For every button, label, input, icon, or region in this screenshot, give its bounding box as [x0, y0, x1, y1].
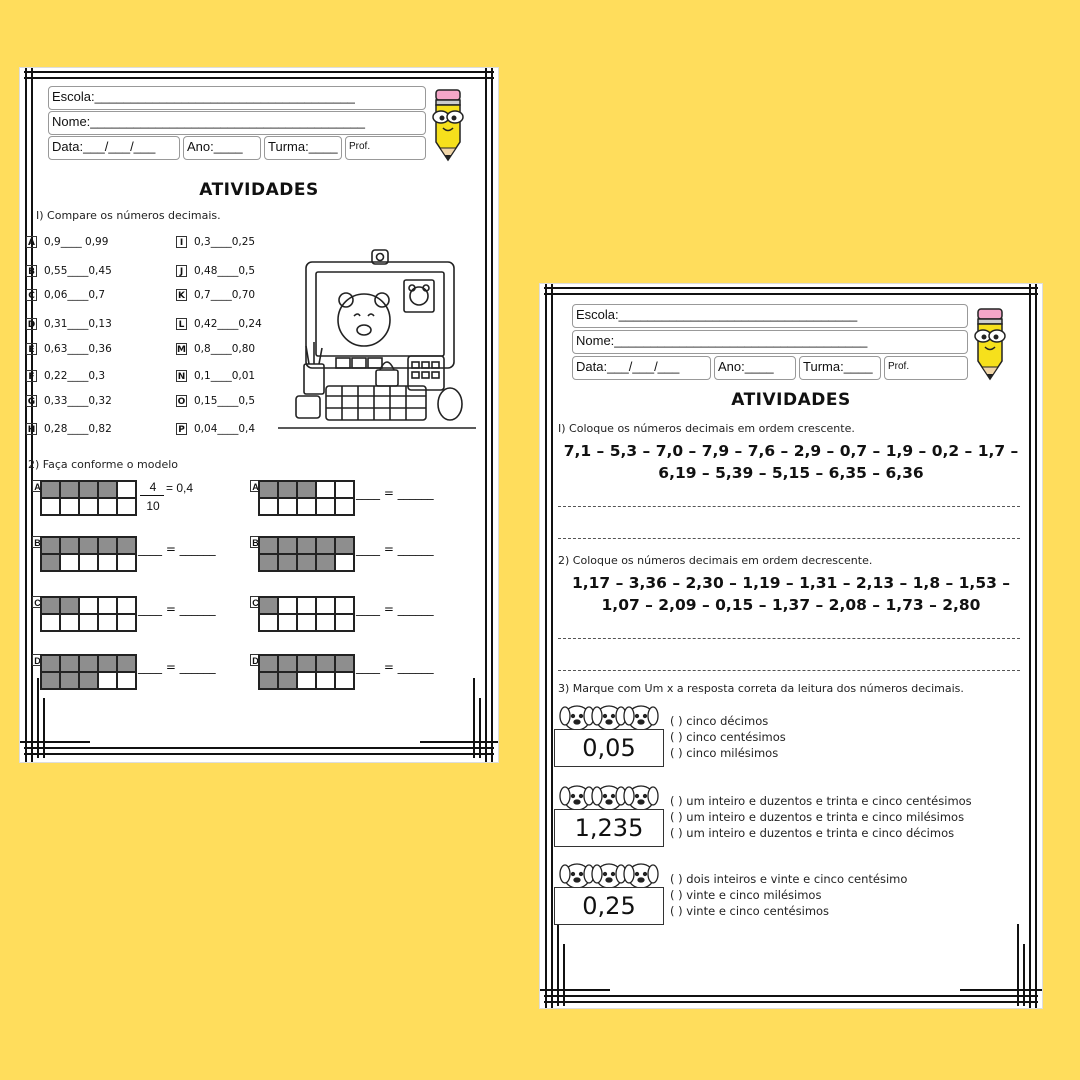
shaded-cell — [297, 481, 316, 498]
compare-item — [26, 289, 105, 301]
tenths-grid — [40, 480, 137, 516]
grid-letter: C — [32, 596, 43, 608]
answer-option[interactable]: ( ) um inteiro e duzentos e trinta e cinco décimos — [670, 825, 955, 840]
compare-item — [26, 265, 112, 277]
answer-blank[interactable]: ____ = ______ — [138, 542, 216, 556]
compare-item — [176, 318, 262, 330]
name-field[interactable] — [48, 111, 426, 135]
grid-letter: B — [250, 536, 261, 548]
empty-cell — [60, 498, 79, 515]
empty-cell — [278, 614, 297, 631]
fraction-bar — [140, 495, 164, 496]
compare-text[interactable]: 0,22____0,3 — [44, 370, 106, 382]
question-2: 2) Faça conforme o modelo — [28, 458, 178, 471]
page-title: ATIVIDADES — [731, 390, 851, 410]
empty-cell — [316, 481, 335, 498]
shaded-cell — [297, 554, 316, 571]
grid-letter: A — [32, 480, 43, 492]
tenths-grid — [258, 596, 355, 632]
empty-cell — [335, 614, 354, 631]
item-letter: J — [176, 265, 187, 277]
answer-option[interactable]: ( ) cinco milésimos — [670, 745, 779, 760]
empty-cell — [79, 614, 98, 631]
descending-sequence-line-1: 1,17 – 3,36 – 2,30 – 1,19 – 1,31 – 2,13 – 1,8 – 1,53 – — [571, 574, 1011, 592]
item-letter: I — [176, 236, 187, 248]
compare-item — [26, 318, 112, 330]
compare-text[interactable]: 0,8____0,80 — [194, 343, 256, 355]
compare-item — [26, 370, 105, 382]
compare-item — [176, 289, 255, 301]
compare-text[interactable]: 0,9____ 0,99 — [44, 236, 109, 248]
shaded-cell — [278, 554, 297, 571]
answer-blank[interactable]: ____ = ______ — [356, 660, 434, 674]
model-result: = 0,4 — [166, 481, 194, 495]
empty-cell — [335, 481, 354, 498]
shaded-cell — [60, 537, 79, 554]
empty-cell — [117, 672, 136, 689]
shaded-cell — [335, 655, 354, 672]
empty-cell — [335, 498, 354, 515]
empty-cell — [278, 498, 297, 515]
worksheet-page-1 — [20, 68, 498, 762]
shaded-cell — [117, 537, 136, 554]
ascending-sequence-line-1: 7,1 – 5,3 – 7,0 – 7,9 – 7,6 – 2,9 – 0,7 – 1,9 – 0,2 – 1,7 – — [563, 442, 1019, 460]
compare-text[interactable]: 0,63____0,36 — [44, 343, 112, 355]
empty-cell — [316, 672, 335, 689]
shaded-cell — [60, 672, 79, 689]
year-field[interactable] — [183, 136, 261, 160]
empty-cell — [297, 597, 316, 614]
shaded-cell — [259, 554, 278, 571]
name-label: Nome:______________________________________ — [52, 114, 366, 129]
answer-line[interactable] — [558, 506, 1020, 507]
empty-cell — [316, 614, 335, 631]
answer-line[interactable] — [558, 538, 1020, 539]
shaded-cell — [41, 672, 60, 689]
model-denominator: 10 — [146, 499, 160, 513]
answer-blank[interactable]: ____ = ______ — [138, 602, 216, 616]
empty-cell — [117, 597, 136, 614]
tenths-grid — [40, 596, 137, 632]
shaded-cell — [278, 481, 297, 498]
puppies-decoration — [554, 702, 662, 732]
year-label: Ano:____ — [187, 139, 243, 154]
compare-item — [26, 395, 112, 407]
empty-cell — [297, 672, 316, 689]
empty-cell — [335, 672, 354, 689]
class-field[interactable] — [264, 136, 342, 160]
empty-cell — [297, 614, 316, 631]
compare-text[interactable]: 0,04____0,4 — [194, 423, 256, 435]
empty-cell — [98, 498, 117, 515]
item-letter: B — [26, 265, 37, 277]
compare-text[interactable]: 0,33____0,32 — [44, 395, 112, 407]
date-field[interactable] — [572, 356, 711, 380]
model-numerator: 4 — [149, 480, 157, 494]
ascending-sequence-line-2: 6,19 – 5,39 – 5,15 – 6,35 – 6,36 — [658, 464, 924, 482]
compare-item — [176, 423, 255, 435]
shaded-cell — [259, 655, 278, 672]
answer-option[interactable]: ( ) um inteiro e duzentos e trinta e cinco milésimos — [670, 809, 965, 824]
item-letter: D — [27, 320, 36, 330]
compare-text[interactable]: 0,42____0,24 — [194, 318, 262, 330]
empty-cell — [117, 554, 136, 571]
item-letter: N — [177, 372, 186, 382]
empty-cell — [41, 614, 60, 631]
empty-cell — [117, 481, 136, 498]
class-label: Turma:____ — [268, 139, 338, 154]
compare-item — [176, 395, 255, 407]
compare-text[interactable]: 0,31____0,13 — [44, 318, 112, 330]
tenths-grid — [40, 654, 137, 690]
empty-cell — [60, 614, 79, 631]
answer-option[interactable]: ( ) dois inteiros e vinte e cinco centésimo — [670, 872, 908, 886]
item-letter: H — [27, 425, 36, 435]
empty-cell — [259, 498, 278, 515]
answer-blank[interactable]: ____ = ______ — [138, 660, 216, 674]
puppies-decoration — [554, 782, 662, 812]
shaded-cell — [316, 655, 335, 672]
shaded-cell — [79, 537, 98, 554]
shaded-cell — [41, 537, 60, 554]
date-field[interactable] — [48, 136, 180, 160]
shaded-cell — [278, 655, 297, 672]
compare-item — [176, 236, 255, 248]
shaded-cell — [98, 537, 117, 554]
grid-letter: A — [250, 480, 261, 492]
empty-cell — [316, 597, 335, 614]
compare-text[interactable]: 0,15____0,5 — [194, 395, 256, 407]
compare-item — [176, 265, 255, 277]
shaded-cell — [278, 537, 297, 554]
shaded-cell — [60, 597, 79, 614]
compare-text[interactable]: 0,3____0,25 — [194, 236, 256, 248]
compare-text[interactable]: 0,7____0,70 — [194, 289, 256, 301]
shaded-cell — [60, 655, 79, 672]
shaded-cell — [41, 481, 60, 498]
puppies-decoration — [554, 860, 662, 890]
empty-cell — [316, 498, 335, 515]
decimal-number: 1,235 — [554, 809, 664, 847]
shaded-cell — [259, 537, 278, 554]
class-label: Turma:____ — [803, 359, 873, 374]
compare-text[interactable]: 0,06____0,7 — [44, 289, 106, 301]
shaded-cell — [259, 597, 278, 614]
year-label: Ano:____ — [718, 359, 774, 374]
shaded-cell — [259, 481, 278, 498]
item-letter: K — [176, 289, 187, 301]
answer-option[interactable]: ( ) cinco décimos — [670, 714, 769, 728]
shaded-cell — [259, 672, 278, 689]
answer-option[interactable]: ( ) vinte e cinco centésimos — [670, 903, 830, 918]
item-letter: P — [176, 423, 187, 435]
shaded-cell — [316, 537, 335, 554]
question-1: I) Coloque os números decimais em ordem crescente. — [558, 422, 855, 435]
shaded-cell — [117, 655, 136, 672]
item-letter: E — [26, 343, 37, 355]
decimal-number: 0,25 — [554, 887, 664, 925]
tenths-grid — [258, 480, 355, 516]
shaded-cell — [297, 655, 316, 672]
compare-text[interactable]: 0,48____0,5 — [194, 265, 256, 277]
compare-item — [26, 236, 108, 248]
teacher-field[interactable] — [884, 356, 968, 380]
answer-line[interactable] — [558, 638, 1020, 639]
compare-text[interactable]: 0,1____0,01 — [194, 370, 256, 382]
computer-desk-illustration — [276, 228, 480, 440]
grid-letter: B — [32, 536, 43, 548]
empty-cell — [98, 672, 117, 689]
compare-item — [176, 343, 255, 355]
empty-cell — [335, 597, 354, 614]
item-letter: A — [26, 236, 37, 248]
year-field[interactable] — [714, 356, 796, 380]
date-label: Data:___/___/___ — [576, 359, 680, 374]
worksheet-page-2 — [540, 284, 1042, 1008]
tenths-grid — [258, 654, 355, 690]
compare-text[interactable]: 0,55____0,45 — [44, 265, 112, 277]
empty-cell — [98, 554, 117, 571]
question-2: 2) Coloque os números decimais em ordem decrescente. — [558, 554, 873, 567]
shaded-cell — [79, 655, 98, 672]
answer-option[interactable]: ( ) vinte e cinco milésimos — [670, 887, 822, 902]
compare-item — [176, 370, 255, 382]
empty-cell — [335, 554, 354, 571]
question-1: I) Compare os números decimais. — [36, 209, 221, 222]
item-letter: M — [177, 345, 186, 355]
empty-cell — [41, 498, 60, 515]
item-letter: F — [26, 370, 37, 382]
school-field[interactable] — [48, 86, 426, 110]
empty-cell — [79, 498, 98, 515]
question-3: 3) Marque com Um x a resposta correta da leitura dos números decimais. — [558, 682, 964, 695]
empty-cell — [117, 498, 136, 515]
answer-blank[interactable]: ____ = ______ — [356, 486, 434, 500]
answer-line[interactable] — [558, 670, 1020, 671]
shaded-cell — [335, 537, 354, 554]
empty-cell — [297, 498, 316, 515]
item-letter: L — [176, 318, 187, 330]
tenths-grid — [258, 536, 355, 572]
shaded-cell — [41, 597, 60, 614]
shaded-cell — [79, 672, 98, 689]
school-field[interactable] — [572, 304, 968, 328]
empty-cell — [60, 554, 79, 571]
descending-sequence-line-2: 1,07 – 2,09 – 0,15 – 1,37 – 2,08 – 1,73 – 2,80 — [601, 596, 981, 614]
answer-option[interactable]: ( ) um inteiro e duzentos e trinta e cinco centésimos — [670, 794, 972, 808]
pencil-mascot-icon — [968, 306, 1012, 382]
grid-letter: D — [32, 654, 43, 666]
shaded-cell — [60, 481, 79, 498]
compare-item — [26, 343, 112, 355]
compare-text[interactable]: 0,28____0,82 — [44, 423, 112, 435]
empty-cell — [117, 614, 136, 631]
answer-blank[interactable]: ____ = ______ — [356, 542, 434, 556]
item-letter: C — [26, 289, 37, 301]
empty-cell — [98, 614, 117, 631]
empty-cell — [79, 554, 98, 571]
shaded-cell — [278, 672, 297, 689]
shaded-cell — [297, 537, 316, 554]
grid-letter: D — [250, 654, 261, 666]
class-field[interactable] — [799, 356, 881, 380]
pencil-mascot-icon — [426, 88, 470, 162]
answer-option[interactable]: ( ) cinco centésimos — [670, 729, 786, 744]
shaded-cell — [79, 481, 98, 498]
decimal-number: 0,05 — [554, 729, 664, 767]
name-label: Nome:___________________________________ — [576, 333, 868, 348]
shaded-cell — [98, 481, 117, 498]
teacher-label: Prof. — [888, 361, 910, 372]
shaded-cell — [41, 554, 60, 571]
date-label: Data:___/___/___ — [52, 139, 156, 154]
item-letter: O — [177, 397, 186, 407]
item-letter: G — [27, 397, 36, 407]
teacher-label: Prof. — [349, 141, 371, 152]
tenths-grid — [40, 536, 137, 572]
shaded-cell — [41, 655, 60, 672]
empty-cell — [98, 597, 117, 614]
empty-cell — [259, 614, 278, 631]
school-label: Escola:____________________________________ — [52, 89, 355, 104]
grid-letter: C — [250, 596, 261, 608]
answer-blank[interactable]: ____ = ______ — [356, 602, 434, 616]
name-field[interactable] — [572, 330, 968, 354]
school-label: Escola:_________________________________ — [576, 307, 858, 322]
page-title: ATIVIDADES — [199, 180, 319, 200]
empty-cell — [79, 597, 98, 614]
shaded-cell — [316, 554, 335, 571]
compare-item — [26, 423, 112, 435]
shaded-cell — [98, 655, 117, 672]
teacher-field[interactable] — [345, 136, 426, 160]
empty-cell — [278, 597, 297, 614]
